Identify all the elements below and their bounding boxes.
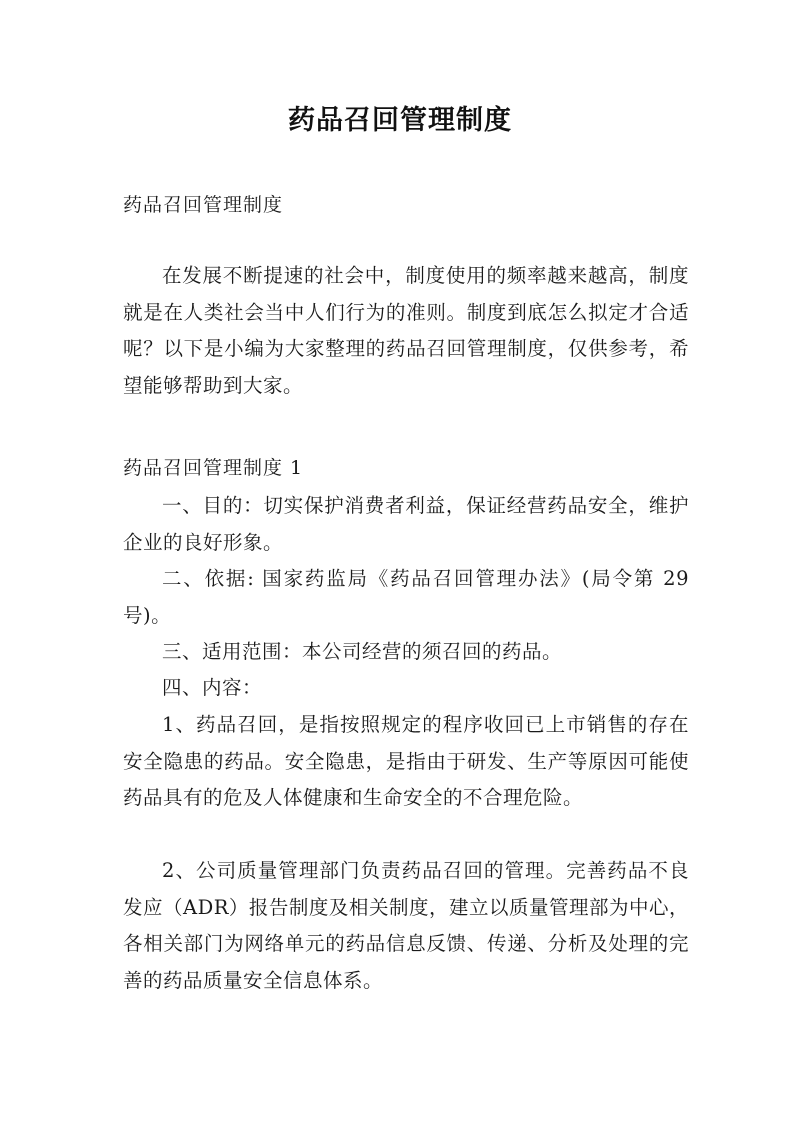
paragraph-scope: 三、适用范围：本公司经营的须召回的药品。 bbox=[162, 640, 563, 663]
paragraph-basis: 二、依据: 国家药监局《药品召回管理办法》(局令第 29 号)。 bbox=[123, 567, 689, 627]
paragraph-purpose: 一、目的：切实保护消费者利益，保证经营药品安全，维护企业的良好形象。 bbox=[123, 494, 689, 554]
section-title: 药品召回管理制度 1 bbox=[123, 457, 304, 479]
intro-paragraph: 在发展不断提速的社会中，制度使用的频率越来越高，制度就是在人类社会当中人们行为的准则。制度到底怎么拟定才合适呢？以下是小编为大家整理的药品召回管理制度，仅供参考，希望能够帮助到大家。 bbox=[123, 264, 689, 397]
document-subtitle: 药品召回管理制度 bbox=[123, 194, 284, 216]
paragraph-item-1: 1、药品召回，是指按照规定的程序收回已上市销售的存在安全隐患的药品。安全隐患，是指由于研发、生产等原因可能使药品具有的危及人体健康和生命安全的不合理危险。 bbox=[123, 713, 689, 809]
paragraph-content-heading: 四、内容： bbox=[162, 676, 263, 699]
paragraph-item-2: 2、公司质量管理部门负责药品召回的管理。完善药品不良发应（ADR）报告制度及相关制度，建立以质量管理部为中心，各相关部门为网络单元的药品信息反馈、传递、分析及处理的完善的药品质量安全信息体系。 bbox=[123, 859, 689, 992]
document-title: 药品召回管理制度 bbox=[288, 105, 512, 136]
